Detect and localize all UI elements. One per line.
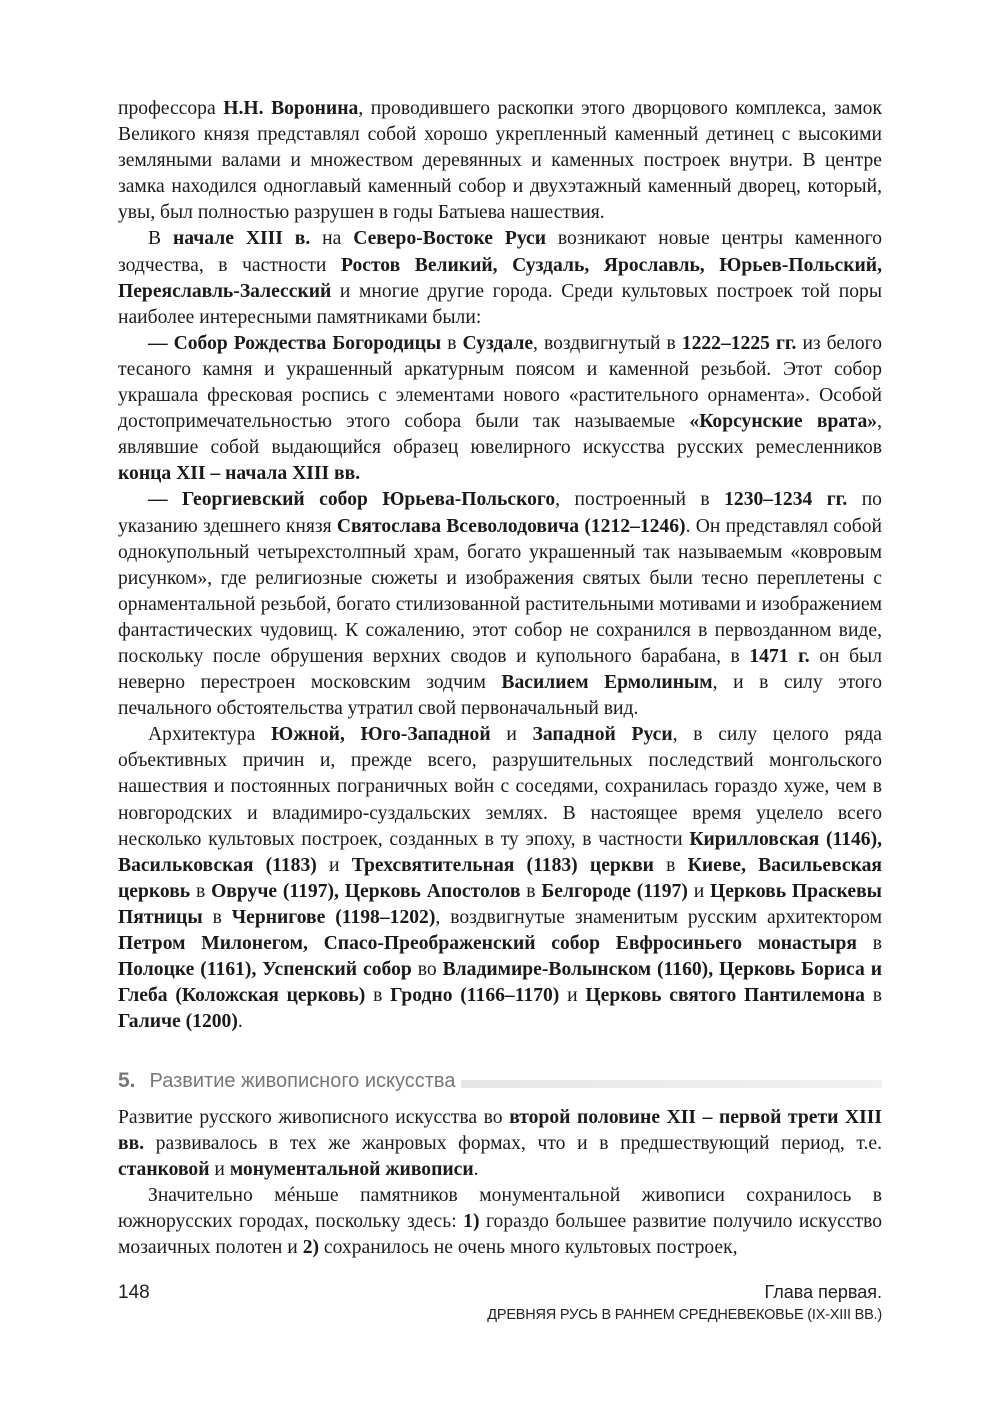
bold-term: Суздале — [462, 332, 534, 354]
bold-term: Петром Милонегом, Спасо-Преображенский собор Евфросиньего монастыря — [118, 933, 857, 954]
bold-term: конца XII – начала XIII вв. — [118, 463, 361, 485]
section-number: 5. — [118, 1069, 136, 1092]
bold-term: 1222–1225 гг. — [681, 332, 797, 354]
bold-term: Н.Н. Воронина — [223, 98, 359, 119]
bold-term: Южной, Юго-Западной — [271, 724, 491, 746]
text-run: и — [687, 880, 710, 902]
running-footer — [487, 1280, 882, 1326]
text-run: и — [559, 985, 586, 1007]
text-run: , воздвигнутый в — [533, 332, 682, 354]
bold-term: Северо-Востоке Руси — [353, 228, 547, 250]
text-run: , проводившего раскопки этого дворцового комплекса, замок Великого князя представлял собой хорошо укрепленный каменный детинец с высокими земляными валами и множеством деревянных и каменных построек внутри. В центре замка находился одноглавый каменный собор и двухэтажный каменный дворец, который, увы, был полностью разрушен в годы Батыева нашествия. — [118, 98, 882, 224]
bold-term: 2) — [302, 1237, 320, 1259]
bold-term: Ростов Великий, Суздаль, Ярославль, Юрьев-Польский, Переяславль-Залесский — [118, 254, 882, 302]
bold-term: Киеве, Васильевская церковь — [118, 854, 882, 902]
footer-chapter-title: ДРЕВНЯЯ РУСЬ В РАННЕМ СРЕДНЕВЕКОВЬЕ (IX-XIII ВВ.) — [487, 1307, 882, 1323]
text-run: и — [316, 854, 352, 876]
bold-term: Святослава Всеволодовича (1212–1246) — [336, 515, 686, 537]
text-run: и — [209, 1159, 230, 1181]
paragraph — [118, 226, 882, 330]
text-run: в — [441, 332, 463, 354]
text-run: , построенный в — [555, 489, 725, 511]
text-run: . — [473, 1159, 479, 1181]
bold-term: Кирилловская (1146), Васильковская (1183) — [118, 828, 883, 876]
heading-rule — [461, 1080, 882, 1088]
bold-term: 1230–1234 гг. — [724, 489, 848, 511]
text-run: из белого тесаного камня и украшенный аркатурным поясом и каменной резьбой. Этот собор украшала фресковая роспись с элементами нового «растительного орнамента». Особой достопримечательностью этого собора были так называемые — [118, 332, 883, 433]
bold-term: Западной Руси — [532, 724, 673, 746]
text-run: в — [653, 854, 688, 876]
text-run: . Он представлял собой однокупольный четырехстолпный храм, богато украшенный так называемым «ковровым рисунком», где религиозные сюжеты и изображения святых были тесно переплетены с орнаментальной резьбой, богато стилизованной растительными мотивами и изображением фантастических чудовищ. К сожалению, этот собор не сохранился в первозданном виде, поскольку после обрушения верхних сводов и купольного барабана, в — [118, 515, 882, 667]
footer-chapter: Глава первая. — [764, 1282, 882, 1302]
bold-term: Гродно (1166–1170) — [390, 985, 560, 1007]
bold-term: Владимире-Волынском (1160), Церковь Бориса и Глеба (Коложская церковь) — [118, 959, 882, 1007]
text-run: он был неверно перестроен московским зодчим — [118, 645, 882, 694]
paragraph — [118, 487, 882, 722]
bold-term: монументальной живописи — [229, 1159, 474, 1181]
text-run: и — [490, 724, 533, 746]
text-run: в — [864, 985, 882, 1007]
bold-term: Чернигове (1198–1202) — [231, 906, 436, 928]
text-run: Развитие русского живописного искусства во — [118, 1107, 510, 1128]
bold-term: — Георгиевский собор Юрьева-Польского — [148, 489, 556, 511]
text-run: , являвшие собой выдающийся образец ювелирного искусства русских ремесленников — [118, 411, 883, 459]
text-run: В — [148, 228, 173, 250]
bold-term: — Собор Рождества Богородицы — [148, 332, 442, 354]
section-body-text — [118, 1105, 882, 1262]
bold-term: Галиче (1200) — [118, 1011, 238, 1033]
text-run: в — [202, 906, 232, 928]
page-number: 148 — [118, 1282, 150, 1303]
paragraph — [118, 331, 882, 488]
text-run: профессора — [118, 98, 224, 119]
text-run: , в силу целого ряда объективных причин и, прежде всего, разрушительных последствий монгольского нашествия и постоянных пограничных войн с соседями, сохранилась гораздо хуже, чем в новгородских и владимиро-суздальских землях. В настоящее время уцелело всего несколько культовых построек, созданных в ту эпоху, в частности — [118, 724, 882, 850]
bold-term: второй половине XII – первой трети XIII вв. — [118, 1107, 882, 1155]
bold-term: Церковь святого Пантилемона — [585, 985, 865, 1007]
text-run: в — [520, 880, 542, 902]
text-run: возникают новые центры каменного зодчества, в частности — [118, 228, 882, 276]
bold-term: Белгороде (1197) — [541, 880, 688, 902]
text-run: сохранилось не очень много культовых построек, — [319, 1237, 738, 1259]
bold-term: начале XIII в. — [172, 228, 311, 250]
text-run: по указанию здешнего князя — [118, 489, 882, 537]
bold-term: Церковь Праскевы Пятницы — [118, 880, 882, 928]
text-run: на — [310, 228, 354, 250]
bold-term: Овруче (1197), Церковь Апостолов — [211, 880, 521, 902]
paragraph — [118, 1105, 882, 1183]
bold-term: «Корсунские врата» — [689, 411, 878, 433]
bold-term: Трехсвятительная (1183) церкви — [351, 854, 654, 876]
bold-term: Полоцке (1161), Успенский собор — [118, 959, 412, 981]
paragraph — [118, 96, 882, 226]
text-run: Архитектура — [148, 724, 272, 746]
section-title: Развитие живописного искусства — [149, 1069, 456, 1092]
bold-term: 1) — [463, 1211, 480, 1233]
text-run: гораздо большее развитие получило искусство мозаичных полотен и — [118, 1211, 882, 1259]
text-run: в — [856, 933, 882, 954]
body-text — [118, 96, 882, 1035]
text-run: в — [365, 985, 391, 1007]
text-run: . — [237, 1011, 243, 1033]
text-run: , воздвигнутые знаменитым русским архитектором — [435, 906, 882, 928]
text-run: в — [190, 880, 212, 902]
bold-term: 1471 г. — [749, 645, 810, 667]
paragraph — [118, 722, 882, 1035]
text-run: во — [411, 959, 443, 981]
text-run: развивалось в тех же жанровых формах, что и в предшествующий период, т.е. — [144, 1133, 882, 1155]
text-run: и многие другие города. Среди культовых построек той поры наиболее интересными памятниками были: — [118, 280, 882, 328]
bold-term: Василием Ермолиным — [501, 672, 713, 694]
text-run: , и в силу этого печального обстоятельства утратил свой первоначальный вид. — [118, 672, 883, 720]
bold-term: станковой — [118, 1159, 210, 1181]
paragraph — [118, 1183, 882, 1261]
section-heading — [118, 1066, 882, 1096]
text-run: Значительно мéньше памятников монументальной живописи сохранилось в южнорусских городах, поскольку здесь: — [118, 1185, 882, 1233]
